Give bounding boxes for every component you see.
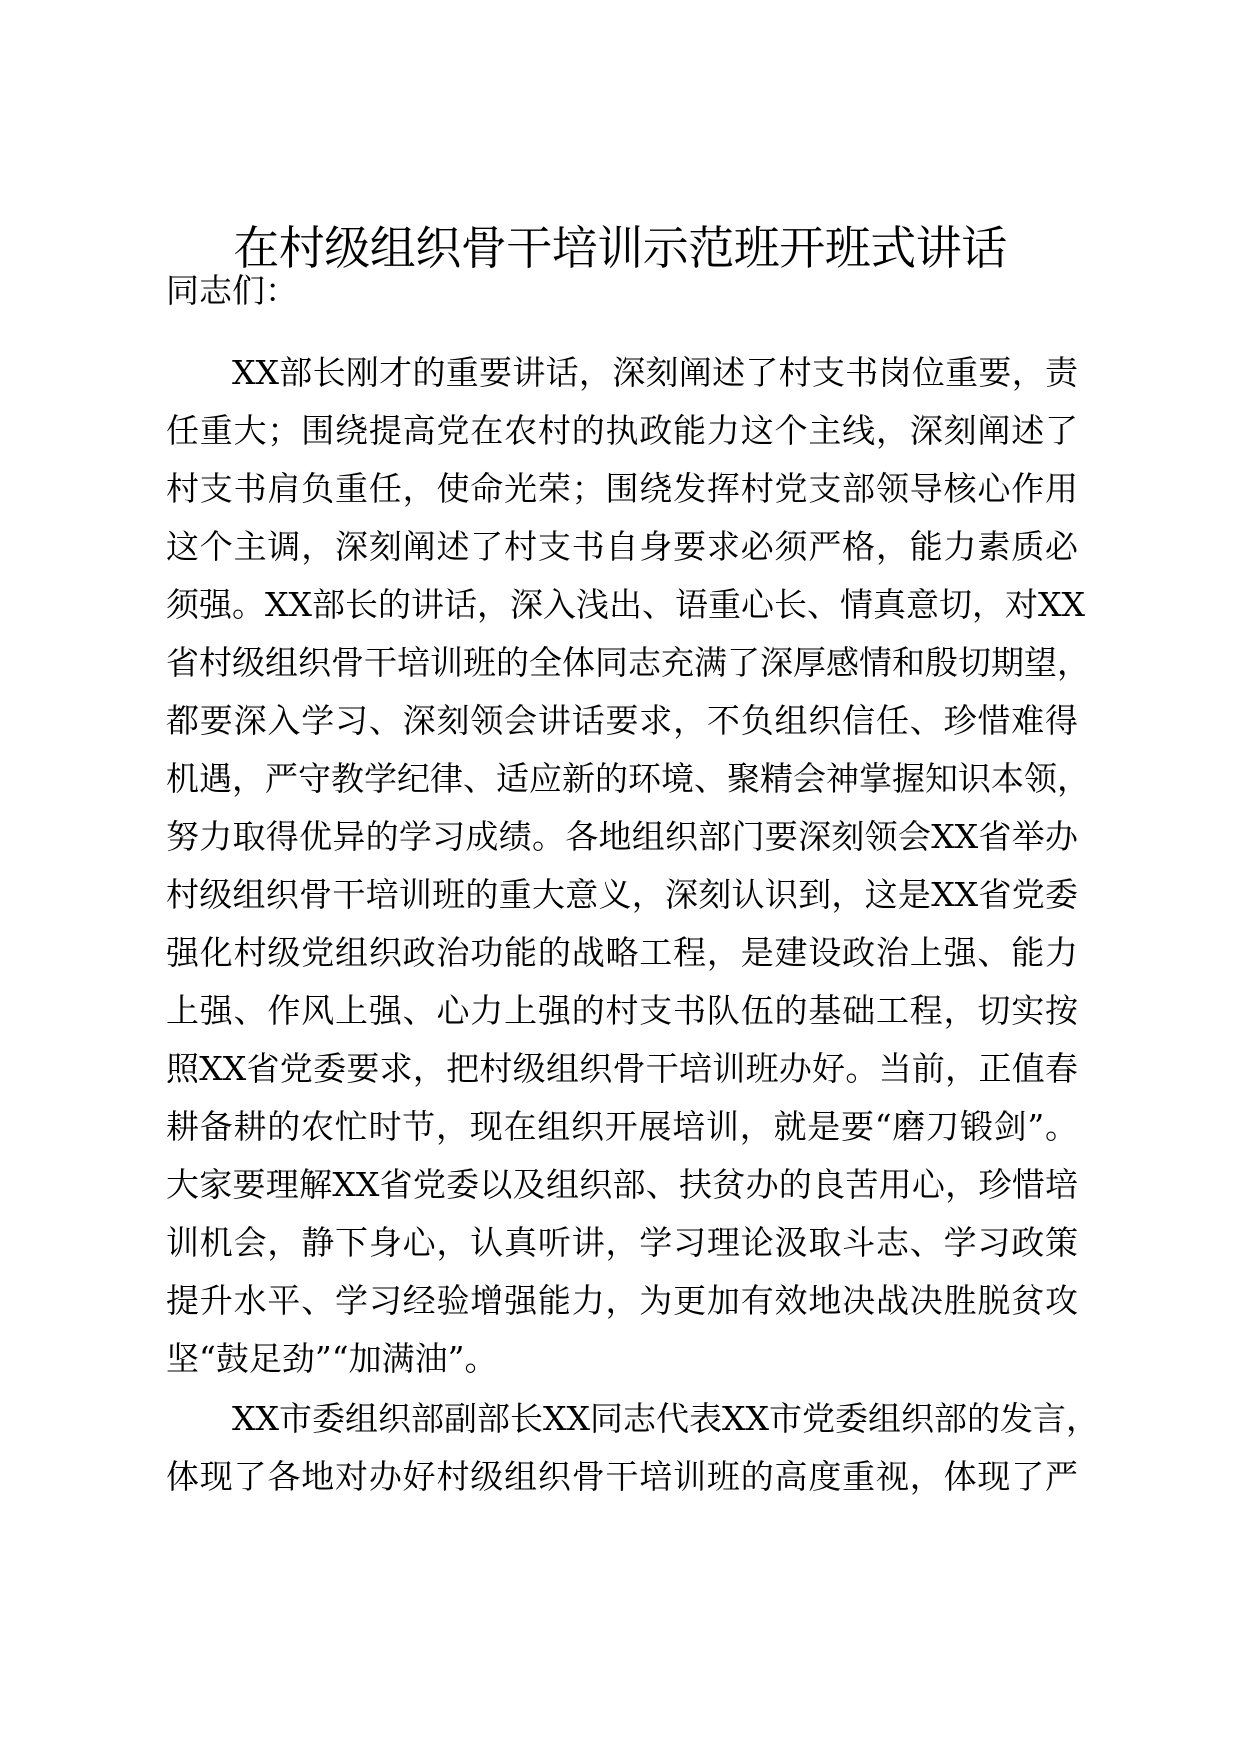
paragraph-line: 上强、作风上强、心力上强的村支书队伍的基础工程，切实按 bbox=[166, 991, 1078, 1030]
paragraph-2 bbox=[166, 1390, 1099, 1506]
paragraph-line: 村支书肩负重任，使命光荣；围绕发挥村党支部领导核心作用 bbox=[166, 469, 1078, 508]
paragraph-line: 机遇，严守教学纪律、适应新的环境、聚精会神掌握知识本领， bbox=[166, 759, 1090, 798]
paragraph-line: 都要深入学习、深刻领会讲话要求，不负组织信任、珍惜难得 bbox=[166, 701, 1078, 740]
document-title: 在村级组织骨干培训示范班开班式讲话 bbox=[233, 221, 1007, 275]
paragraph-line: 强化村级党组织政治功能的战略工程，是建设政治上强、能力 bbox=[166, 933, 1078, 972]
salutation: 同志们： bbox=[166, 271, 298, 310]
paragraph-line: XX部长刚才的重要讲话，深刻阐述了村支书岗位重要，责 bbox=[232, 353, 1078, 392]
paragraph-line: 努力取得优异的学习成绩。各地组织部门要深刻领会XX省举办 bbox=[166, 817, 1078, 856]
paragraph-line: 提升水平、学习经验增强能力，为更加有效地决战决胜脱贫攻 bbox=[166, 1281, 1078, 1320]
paragraph-line: 训机会，静下身心，认真听讲，学习理论汲取斗志、学习政策 bbox=[166, 1223, 1078, 1262]
paragraph-line: 任重大；围绕提高党在农村的执政能力这个主线，深刻阐述了 bbox=[166, 411, 1078, 450]
paragraph-line: 耕备耕的农忙时节，现在组织开展培训，就是要“磨刀锻剑”。 bbox=[166, 1107, 1078, 1146]
paragraph-line: 体现了各地对办好村级组织骨干培训班的高度重视，体现了严 bbox=[166, 1457, 1078, 1496]
paragraph-line: 坚“鼓足劲”“加满油”。 bbox=[166, 1339, 498, 1378]
paragraph-line: 照XX省党委要求，把村级组织骨干培训班办好。当前，正值春 bbox=[166, 1049, 1078, 1088]
paragraph-line: 省村级组织骨干培训班的全体同志充满了深厚感情和殷切期望， bbox=[166, 643, 1090, 682]
paragraph-line: XX市委组织部副部长XX同志代表XX市党委组织部的发言， bbox=[232, 1399, 1099, 1438]
paragraph-line: 大家要理解XX省党委以及组织部、扶贫办的良苦用心，珍惜培 bbox=[166, 1165, 1078, 1204]
paragraph-1 bbox=[166, 344, 1090, 1388]
paragraph-line: 须强。XX部长的讲话，深入浅出、语重心长、情真意切，对XX bbox=[166, 585, 1085, 624]
paragraph-line: 这个主调，深刻阐述了村支书自身要求必须严格，能力素质必 bbox=[166, 527, 1078, 566]
paragraph-line: 村级组织骨干培训班的重大意义，深刻认识到，这是XX省党委 bbox=[166, 875, 1078, 914]
